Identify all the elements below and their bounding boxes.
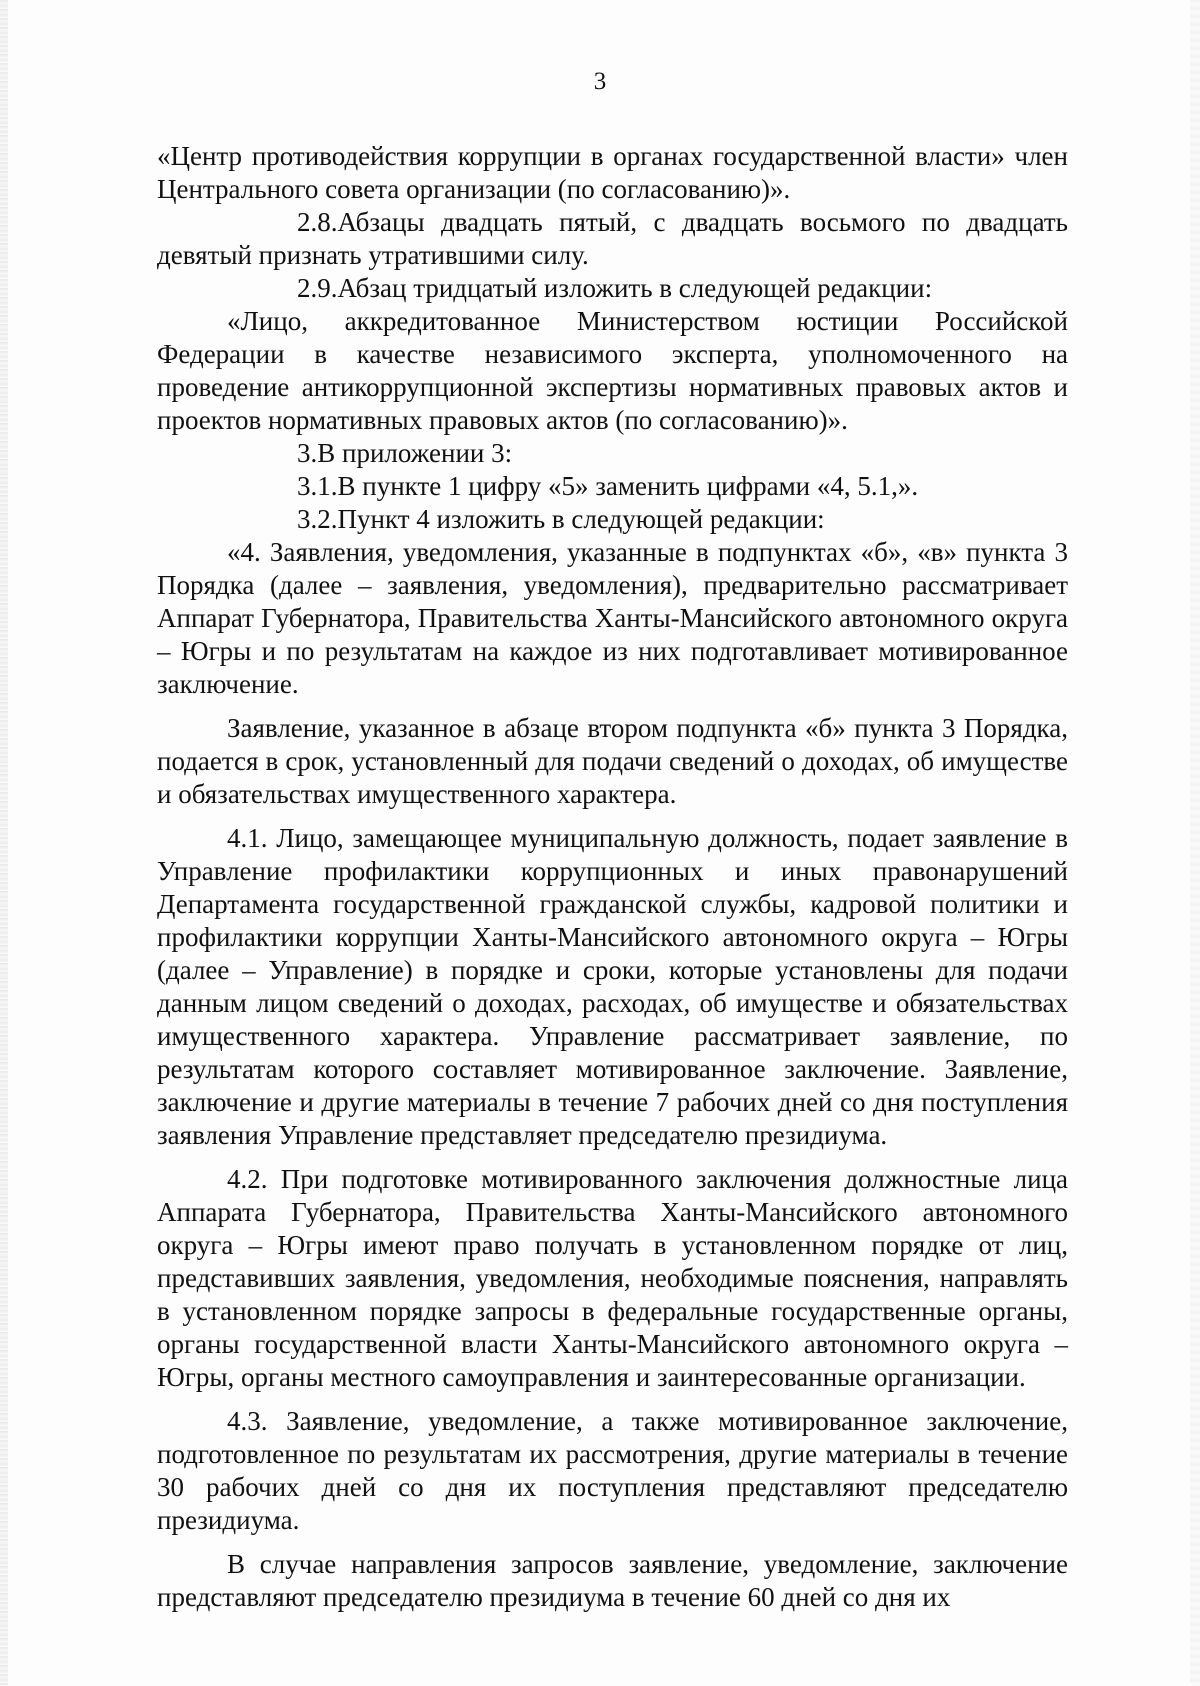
paragraph-2-9 xyxy=(157,272,1068,305)
paragraph-4: «4. Заявления, уведомления, указанные в подпунктах «б», «в» пункта 3 Порядка (далее – заявления, уведомления), предварительно рассматривает Аппарат Губернатора, Правительства Ханты-Мансийского автономного округа – Югры и по результатам на каждое из них подготавливает мотивированное заключение. xyxy=(157,537,1068,699)
item-number: 3.1. xyxy=(297,471,338,501)
scan-edge-left xyxy=(0,0,8,1686)
scan-edge-right xyxy=(1190,0,1200,1686)
item-number: 3.2. xyxy=(297,504,338,534)
paragraph-4-3: 4.3. Заявление, уведомление, а также мотивированное заключение, подготовленное по результатам их рассмотрения, другие материалы в течение 30 рабочих дней со дня их поступления представляют председателю президиума. xyxy=(157,1406,1068,1535)
item-text: Абзац тридцатый изложить в следующей редакции: xyxy=(337,273,933,303)
paragraph-4-2: 4.2. При подготовке мотивированного заключения должностные лица Аппарата Губернатора, Правительства Ханты-Мансийского автономного округа – Югры имеют право получать в установленном порядке от лиц, представивших заявления, уведомления, необходимые пояснения, направлять в установленном порядке запросы в федеральные государственные органы, органы государственной власти Ханты-Мансийского автономного округа – Югры, органы местного самоуправления и заинтересованные организации. xyxy=(157,1164,1068,1392)
item-number: 3. xyxy=(297,438,318,468)
item-number: 2.8. xyxy=(297,207,338,237)
paragraph-2-8 xyxy=(157,206,1068,272)
paragraph-4-1: 4.1. Лицо, замещающее муниципальную должность, подает заявление в Управление профилактики коррупционных и иных правонарушений Департамента государственной гражданской службы, кадровой политики и профилактики коррупции Ханты-Мансийского автономного округа – Югры (далее – Управление) в порядке и сроки, которые установлены для подачи данным лицом сведений о доходах, расходах, об имуществе и обязательствах имущественного характера. Управление рассматривает заявление, по результатам которого составляет мотивированное заключение. Заявление, заключение и другие материалы в течение 7 рабочих дней со дня поступления заявления Управление представляет председателю президиума. xyxy=(157,823,1068,1150)
item-text: В приложении 3: xyxy=(317,438,513,468)
page-number: 3 xyxy=(593,68,607,95)
item-text: В пункте 1 цифру «5» заменить цифрами «4, 5.1,». xyxy=(337,471,919,501)
paragraph-requests: В случае направления запросов заявление, уведомление, заключение представляют председателю президиума в течение 60 дней со дня их xyxy=(157,1549,1068,1612)
paragraph-4-statement: Заявление, указанное в абзаце втором подпункта «б» пункта 3 Порядка, подается в срок, установленный для подачи сведений о доходах, об имуществе и обязательствах имущественного характера. xyxy=(157,713,1068,809)
item-text: Абзацы двадцать пятый, с двадцать восьмого по двадцать девятый признать утратившими силу. xyxy=(157,207,1068,270)
paragraph-quoted-expert: «Лицо, аккредитованное Министерством юстиции Российской Федерации в качестве независимого эксперта, уполномоченного на проведение антикоррупционной экспертизы нормативных правовых актов и проектов нормативных правовых актов (по согласованию)». xyxy=(157,306,1068,435)
document-body xyxy=(157,140,1068,1614)
paragraph-3-1 xyxy=(157,470,1068,503)
paragraph-continuation: «Центр противодействия коррупции в органах государственной власти» член Центрального совета организации (по согласованию)». xyxy=(157,141,1068,204)
paragraph-3 xyxy=(157,437,1068,470)
item-number: 2.9. xyxy=(297,273,338,303)
item-text: Пункт 4 изложить в следующей редакции: xyxy=(337,504,825,534)
paragraph-3-2 xyxy=(157,503,1068,536)
